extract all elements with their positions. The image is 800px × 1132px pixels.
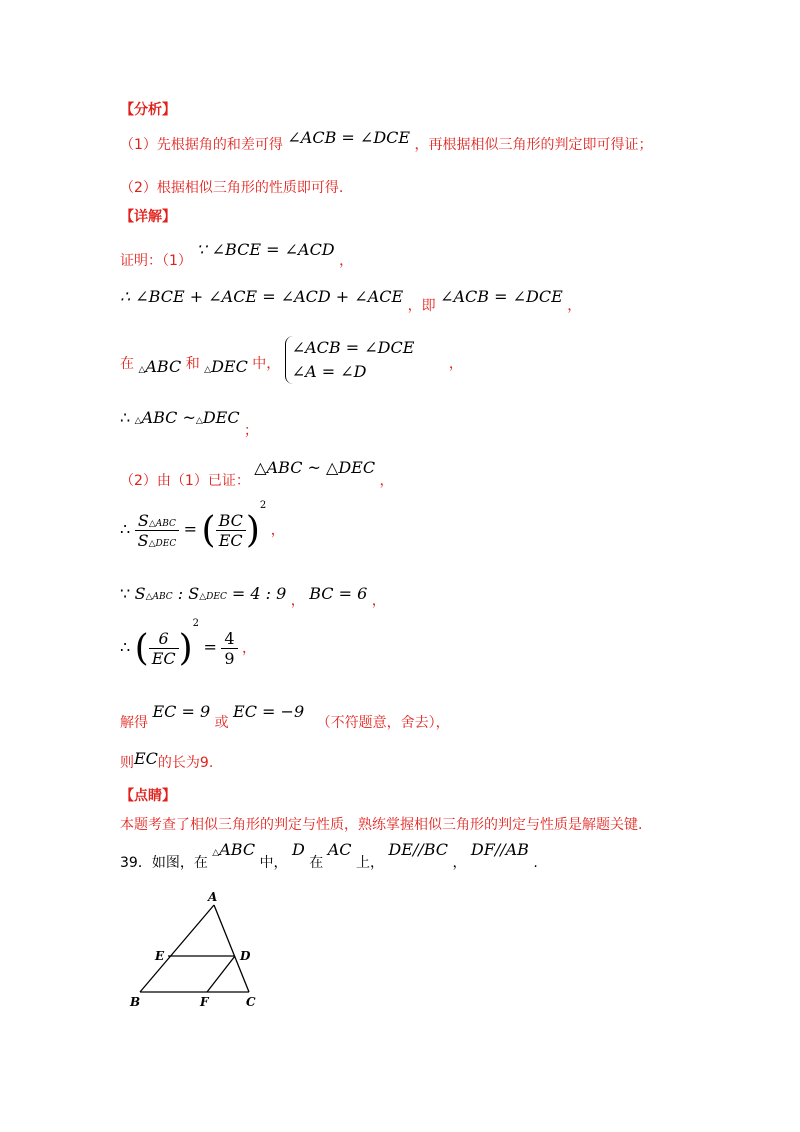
l6-sasub: ABC (152, 592, 173, 602)
equation-system (285, 336, 415, 384)
segment-ab (140, 905, 214, 992)
problem-39 (120, 840, 538, 871)
p39-df-ab: DF//AB (470, 840, 529, 859)
proof-l3-end: ， (448, 356, 463, 372)
p39-zhong: 中， (259, 855, 288, 871)
proof-line-6 (120, 584, 386, 607)
triangle-symbol: △ (199, 592, 207, 602)
l9-math: EC (134, 749, 158, 768)
l8-or: 或 (214, 715, 229, 731)
proof-label: 证明：（1） (120, 253, 192, 269)
proof-l1-math: ∵ ∠BCE = ∠ACD (196, 240, 335, 259)
analysis-item1 (120, 128, 653, 155)
analysis-header: 【分析】 (120, 102, 176, 118)
p39-d: D (291, 840, 305, 859)
proof-l7-end: ， (241, 640, 256, 657)
triangle-symbol: △ (204, 365, 212, 375)
proof-l2-math: ∴ ∠BCE + ∠ACE = ∠ACD + ∠ACE (120, 287, 404, 306)
l6-sbsub: DEC (206, 592, 227, 602)
proof-l2-end: ， (567, 298, 582, 314)
triangle-symbol: △ (145, 592, 153, 602)
area-ratio-fraction (135, 511, 180, 550)
l8-note: （不符题意，舍去）， (316, 715, 450, 731)
label-f: F (200, 995, 209, 1009)
proof-l7-therefore: ∴ (120, 637, 131, 657)
l7-num: 6 (149, 629, 179, 649)
l6-bc: BC = 6 (309, 584, 368, 603)
proof-l3-zhong: 中， (252, 356, 281, 372)
proof-l6-because: ∵ (120, 584, 131, 603)
proof-line-9 (120, 749, 214, 773)
proof-l5-end: ， (270, 522, 285, 539)
proof-l3-t1: ABC (145, 357, 182, 376)
label-d: D (240, 949, 251, 963)
proof-line-8 (120, 702, 450, 731)
p39-shang: 上， (355, 855, 384, 871)
l7-fraction (149, 629, 179, 668)
proof-l4-therefore: ∴ (120, 408, 131, 427)
proof-l4-end: ； (244, 423, 259, 439)
p39-de-bc: DE//BC (388, 840, 448, 859)
l7-exp: 2 (192, 618, 200, 629)
label-a: A (208, 890, 218, 904)
proof-l3-and: 和 (185, 356, 200, 372)
proof-l4-t2: DEC (202, 408, 240, 427)
proof-l3-in: 在 (120, 356, 134, 372)
l9-suffix: 的长为9. (157, 755, 214, 771)
p39-zai: 在 (309, 855, 324, 871)
l7-rden: 9 (224, 649, 235, 668)
l5-s2sub: DEC (155, 539, 177, 549)
proof-line-1 (120, 240, 354, 269)
l7-rnum: 4 (221, 629, 237, 649)
l5-s2: S (137, 531, 149, 550)
triangle-symbol: △ (148, 519, 156, 529)
detail-header: 【详解】 (120, 209, 176, 225)
p39-comma: ， (452, 855, 467, 871)
proof-l1-end: ， (339, 253, 354, 269)
triangle-symbol: △ (134, 416, 142, 426)
l5-s1sub: ABC (155, 519, 176, 529)
l7-rhs-fraction (221, 629, 237, 668)
p39-period: . (533, 855, 538, 871)
l9-prefix: 则 (120, 755, 134, 771)
p39-ac: AC (327, 840, 352, 859)
proof-l3-eq2: ∠A = ∠D (291, 362, 367, 381)
analysis-item2: （2）根据相似三角形的性质即可得. (120, 180, 344, 196)
l5-rhs-num: BC (216, 511, 246, 531)
l8-m2: EC = −9 (233, 702, 305, 721)
proof-line-2 (120, 287, 582, 314)
p39-num: 39．如图，在 (120, 855, 208, 871)
proof-l2-mid: ，即 (407, 298, 436, 314)
l5-exp: 2 (259, 500, 267, 511)
proof-l6-end: ， (371, 593, 386, 609)
part2-math: △ABC ~ △DEC (254, 458, 376, 477)
triangle-symbol: △ (138, 365, 146, 375)
proof-line-5: ∴ $\frac{\text{S△ABC}}{\text{S△DEC}}$ = ( $\frac{BC}{EC}$ )$^2$ ， (120, 500, 285, 551)
label-b: B (130, 995, 141, 1009)
triangle-figure (120, 885, 280, 1015)
p39-tri: ABC (219, 840, 256, 859)
l6-sa: S (134, 584, 146, 603)
proof-l3-eq1: ∠ACB = ∠DCE (291, 338, 415, 357)
l8-m1: EC = 9 (152, 702, 211, 721)
comment-text: 本题考查了相似三角形的判定与性质，熟练掌握相似三角形的判定与性质是解题关键. (120, 817, 643, 833)
l5-rhs-den: EC (218, 531, 243, 550)
triangle-symbol: △ (212, 848, 220, 858)
l6-sb: S (188, 584, 200, 603)
proof-l2-math2: ∠ACB = ∠DCE (440, 287, 563, 306)
proof-l3-t2: DEC (211, 357, 248, 376)
proof-line-4 (120, 408, 259, 439)
label-e: E (155, 949, 165, 963)
proof-l5-therefore: ∴ (120, 519, 131, 539)
comment-header: 【点睛】 (120, 788, 176, 804)
l6-comma: ， (290, 593, 305, 609)
l6-val: = 4 : 9 (226, 584, 287, 603)
part2-label: （2）由（1）已证： (120, 473, 250, 489)
l6-colon: : (172, 584, 189, 603)
proof-l4-t1: ABC ~ (141, 408, 196, 427)
segment-df (207, 956, 235, 992)
l5-s1: S (137, 511, 149, 530)
triangle-symbol: △ (148, 539, 156, 549)
triangle-symbol: △ (195, 416, 203, 426)
part2-line (120, 458, 394, 489)
analysis-item1-suffix: ，再根据相似三角形的判定即可得证； (414, 137, 653, 153)
proof-line-3 (120, 336, 463, 384)
l8-solve: 解得 (120, 715, 148, 731)
analysis-item1-prefix: （1）先根据角的和差可得 (120, 137, 283, 153)
part2-end: ， (379, 473, 394, 489)
label-c: C (246, 995, 256, 1009)
l7-den: EC (151, 649, 176, 668)
proof-line-7: ∴ ( $\frac{6}{EC}$ )$^2$ = $\frac{4}{9}$ ， (120, 618, 256, 669)
side-ratio-fraction (216, 511, 246, 550)
analysis-item1-math: ∠ACB = ∠DCE (287, 128, 411, 147)
